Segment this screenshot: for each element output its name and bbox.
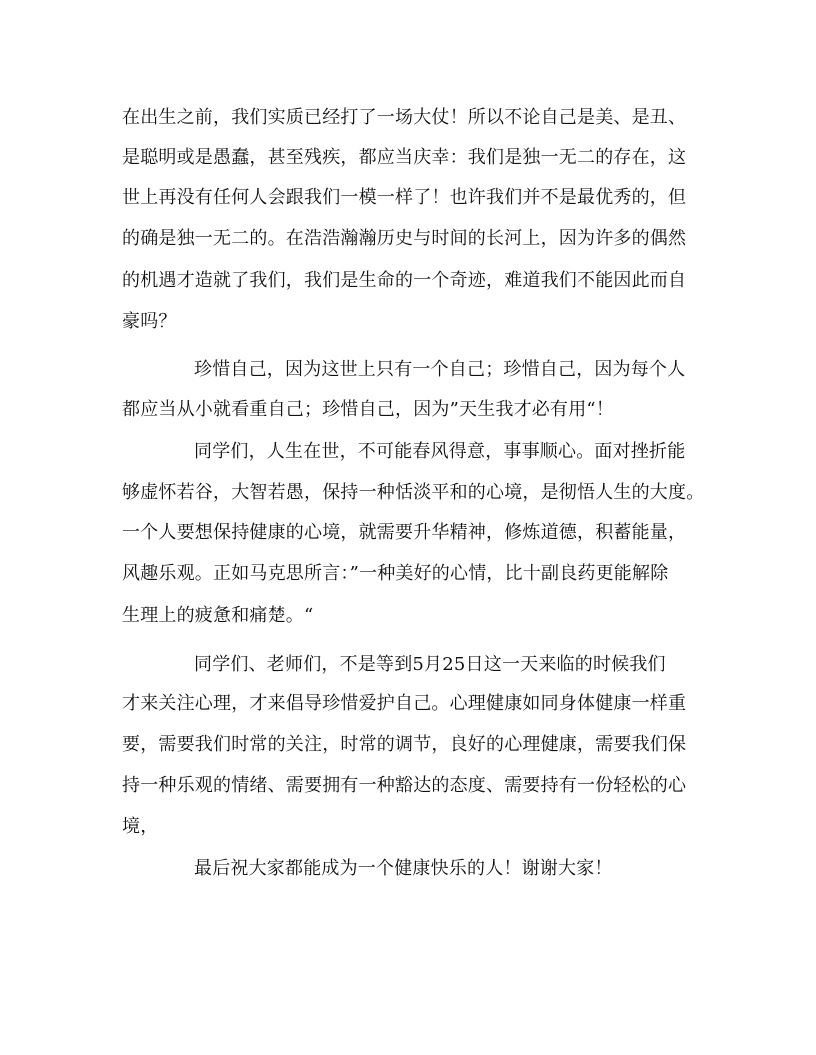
paragraph-3-line-4: 风趣乐观。正如马克思所言：”一种美好的心情，比十副良药更能解除 xyxy=(122,563,669,584)
paragraph-1-line-3: 世上再没有任何人会跟我们一模一样了！也许我们并不是最优秀的，但 xyxy=(122,187,687,208)
paragraph-4-line-5: 境， xyxy=(122,816,159,837)
paragraph-3-line-2: 够虚怀若谷，大智若愚，保持一种恬淡平和的心境，是彻悟人生的大度。 xyxy=(122,482,705,503)
paragraph-4-line-4: 持一种乐观的情绪、需要拥有一种豁达的态度、需要持有一份轻松的心 xyxy=(122,775,687,796)
paragraph-1-line-6: 豪吗？ xyxy=(122,311,177,332)
paragraph-3-line-1: 同学们，人生在世，不可能春风得意，事事顺心。面对挫折能 xyxy=(194,441,686,462)
paragraph-1-line-2: 是聪明或是愚蠢，甚至残疾，都应当庆幸：我们是独一无二的存在，这 xyxy=(122,147,687,168)
paragraph-4-line-2: 才来关注心理，才来倡导珍惜爱护自己。心理健康如同身体健康一样重 xyxy=(122,693,687,714)
paragraph-1-line-5: 的机遇才造就了我们，我们是生命的一个奇迹，难道我们不能因此而自 xyxy=(122,270,687,291)
paragraph-3-line-5: 生理上的疲惫和痛楚。“ xyxy=(122,605,314,626)
paragraph-2-line-1: 珍惜自己，因为这世上只有一个自己；珍惜自己，因为每个人 xyxy=(194,359,686,380)
paragraph-4-line-1: 同学们、老师们，不是等到5月25日这一天来临的时候我们 xyxy=(194,654,666,675)
paragraph-2-line-2: 都应当从小就看重自己；珍惜自己，因为”天生我才必有用“！ xyxy=(122,399,615,420)
paragraph-5-line-1: 最后祝大家都能成为一个健康快乐的人！谢谢大家！ xyxy=(194,858,613,879)
paragraph-1-line-4: 的确是独一无二的。在浩浩瀚瀚历史与时间的长河上，因为许多的偶然 xyxy=(122,228,687,249)
paragraph-1-line-1: 在出生之前，我们实质已经打了一场大仗！所以不论自己是美、是丑、 xyxy=(122,107,687,128)
paragraph-3-line-3: 一个人要想保持健康的心境，就需要升华精神，修炼道德，积蓄能量， xyxy=(122,522,687,543)
paragraph-4-line-3: 要，需要我们时常的关注，时常的调节，良好的心理健康，需要我们保 xyxy=(122,734,687,755)
